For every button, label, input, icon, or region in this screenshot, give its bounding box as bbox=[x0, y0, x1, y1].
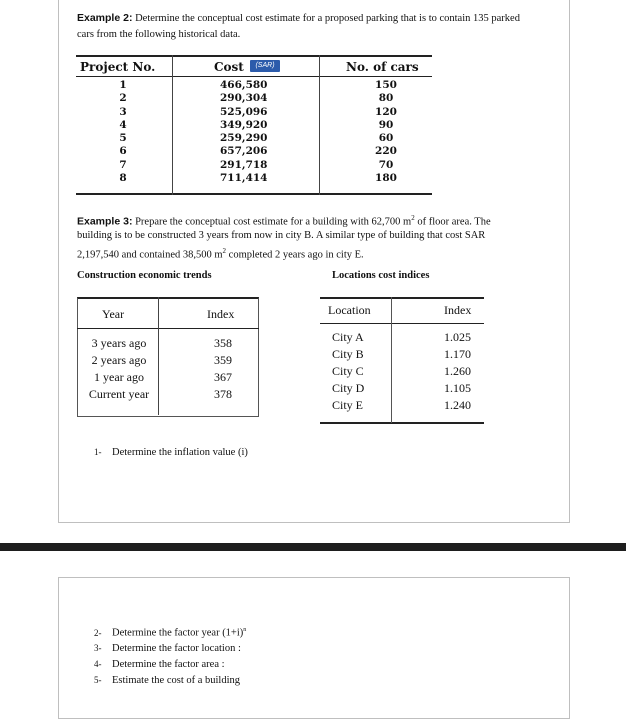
example2-paragraph bbox=[77, 10, 520, 27]
page-divider bbox=[0, 543, 626, 551]
trend-year: Current year bbox=[88, 387, 150, 401]
location-city: City A bbox=[332, 330, 364, 344]
cars-value: 150 bbox=[375, 79, 397, 91]
cars-value: 220 bbox=[375, 145, 397, 158]
location-city: City C bbox=[332, 364, 364, 378]
header-no-of-cars: No. of cars bbox=[346, 60, 419, 74]
example2-text-line2: cars from the following historical data. bbox=[77, 29, 241, 40]
location-city: City B bbox=[332, 347, 364, 361]
project-number: 4 bbox=[119, 118, 127, 131]
project-numbers-column bbox=[116, 79, 130, 185]
cost-value: 466,580 bbox=[220, 79, 268, 91]
question-3 bbox=[94, 643, 241, 654]
question-5 bbox=[94, 675, 240, 686]
question-1 bbox=[94, 447, 248, 458]
cars-value: 60 bbox=[378, 132, 394, 145]
header-project-no: Project No. bbox=[80, 60, 156, 74]
cars-value: 90 bbox=[378, 118, 394, 131]
cost-value: 349,920 bbox=[220, 118, 268, 131]
cars-value: 70 bbox=[378, 158, 394, 171]
locations-col-divider bbox=[391, 297, 392, 423]
cost-value: 657,206 bbox=[220, 145, 268, 158]
superscript: 2 bbox=[411, 214, 415, 222]
superscript: 2 bbox=[222, 247, 227, 255]
example2-label: Example 2: bbox=[77, 12, 133, 24]
project-number: 2 bbox=[119, 92, 127, 105]
project-number: 1 bbox=[119, 79, 127, 91]
trends-header-index: Index bbox=[207, 307, 235, 321]
location-city: City D bbox=[332, 381, 365, 395]
question-text: Determine the factor area : bbox=[112, 659, 225, 670]
question-4 bbox=[94, 659, 225, 670]
location-index: 1.025 bbox=[444, 330, 471, 344]
cost-value: 259,290 bbox=[220, 132, 268, 145]
example3-text-line3a: 2,197,540 and contained 38,500 m bbox=[77, 249, 223, 261]
example3-text-line3b: completed 2 years ago in city E. bbox=[226, 249, 364, 261]
trend-year: 3 years ago bbox=[91, 336, 147, 350]
question-text: Determine the inflation value (i) bbox=[112, 447, 248, 458]
cost-value: 525,096 bbox=[220, 105, 268, 118]
locations-header-index: Index bbox=[444, 303, 472, 317]
cars-value: 180 bbox=[375, 172, 397, 185]
cost-value: 290,304 bbox=[220, 92, 268, 105]
question-number: 1- bbox=[94, 447, 102, 457]
question-number: 4- bbox=[94, 659, 102, 669]
trend-index: 378 bbox=[214, 387, 232, 401]
question-text: Estimate the cost of a building bbox=[112, 675, 241, 686]
table-col-divider bbox=[319, 55, 320, 195]
trend-index: 359 bbox=[214, 353, 232, 367]
cars-value: 120 bbox=[375, 105, 397, 118]
question-2 bbox=[94, 627, 246, 639]
locations-header-rule bbox=[320, 323, 484, 324]
superscript: n bbox=[243, 627, 247, 633]
location-index: 1.105 bbox=[444, 381, 471, 395]
trends-col-divider bbox=[158, 297, 159, 415]
location-index: 1.170 bbox=[444, 347, 471, 361]
project-number: 7 bbox=[119, 158, 127, 171]
example3-text-line1-end: of floor area. The bbox=[414, 216, 491, 228]
location-city: City E bbox=[332, 398, 364, 412]
table-col-divider bbox=[172, 55, 173, 195]
question-text: Determine the factor location : bbox=[112, 643, 241, 654]
locations-table bbox=[320, 297, 484, 425]
question-number: 3- bbox=[94, 643, 102, 653]
locations-indices bbox=[444, 329, 471, 414]
cars-column bbox=[366, 79, 406, 185]
trends-header-rule bbox=[77, 328, 259, 329]
locations-header-location: Location bbox=[328, 303, 371, 317]
trends-table bbox=[77, 297, 259, 417]
trend-year: 1 year ago bbox=[94, 370, 144, 384]
question-number: 2- bbox=[94, 627, 102, 638]
trends-header-year: Year bbox=[102, 307, 125, 321]
table-bottom-rule bbox=[76, 193, 432, 195]
locations-title: Locations cost indices bbox=[332, 270, 430, 281]
trend-year: 2 years ago bbox=[91, 353, 147, 367]
costs-column bbox=[220, 79, 268, 185]
historical-data-table bbox=[76, 55, 432, 196]
trends-indices bbox=[214, 335, 232, 403]
trend-index: 358 bbox=[214, 336, 232, 350]
currency-badge: (SAR) bbox=[250, 60, 280, 72]
example2-text-line1: Determine the conceptual cost estimate for a proposed parking that is to contain 135 parked bbox=[132, 13, 520, 24]
table-header-rule bbox=[76, 76, 432, 77]
project-number: 5 bbox=[119, 132, 127, 145]
cost-value: 711,414 bbox=[220, 172, 268, 185]
location-index: 1.260 bbox=[444, 364, 471, 378]
table-top-rule bbox=[76, 55, 432, 57]
question-number: 5- bbox=[94, 675, 102, 685]
example3-label: Example 3: bbox=[77, 215, 133, 228]
question-text: Determine the factor year (1+i) bbox=[112, 627, 244, 639]
location-index: 1.240 bbox=[444, 398, 471, 412]
locations-top-rule bbox=[320, 297, 484, 299]
example3-text-line1: Prepare the conceptual cost estimate for a building with 62,700 m bbox=[132, 216, 412, 228]
project-number: 6 bbox=[119, 145, 127, 158]
locations-bottom-rule bbox=[320, 422, 484, 424]
header-cost: Cost bbox=[214, 60, 244, 74]
trends-years bbox=[81, 335, 157, 403]
example3-text-line2: building is to be constructed 3 years from now in city B. A similar type of building that cost SAR bbox=[77, 230, 486, 241]
trends-title: Construction economic trends bbox=[77, 270, 212, 281]
locations-cities bbox=[332, 329, 364, 414]
cars-value: 80 bbox=[378, 92, 394, 105]
project-number: 3 bbox=[119, 105, 127, 118]
cost-value: 291,718 bbox=[220, 158, 268, 171]
example3-text-line3 bbox=[77, 243, 364, 264]
trend-index: 367 bbox=[214, 370, 232, 384]
project-number: 8 bbox=[119, 172, 127, 185]
